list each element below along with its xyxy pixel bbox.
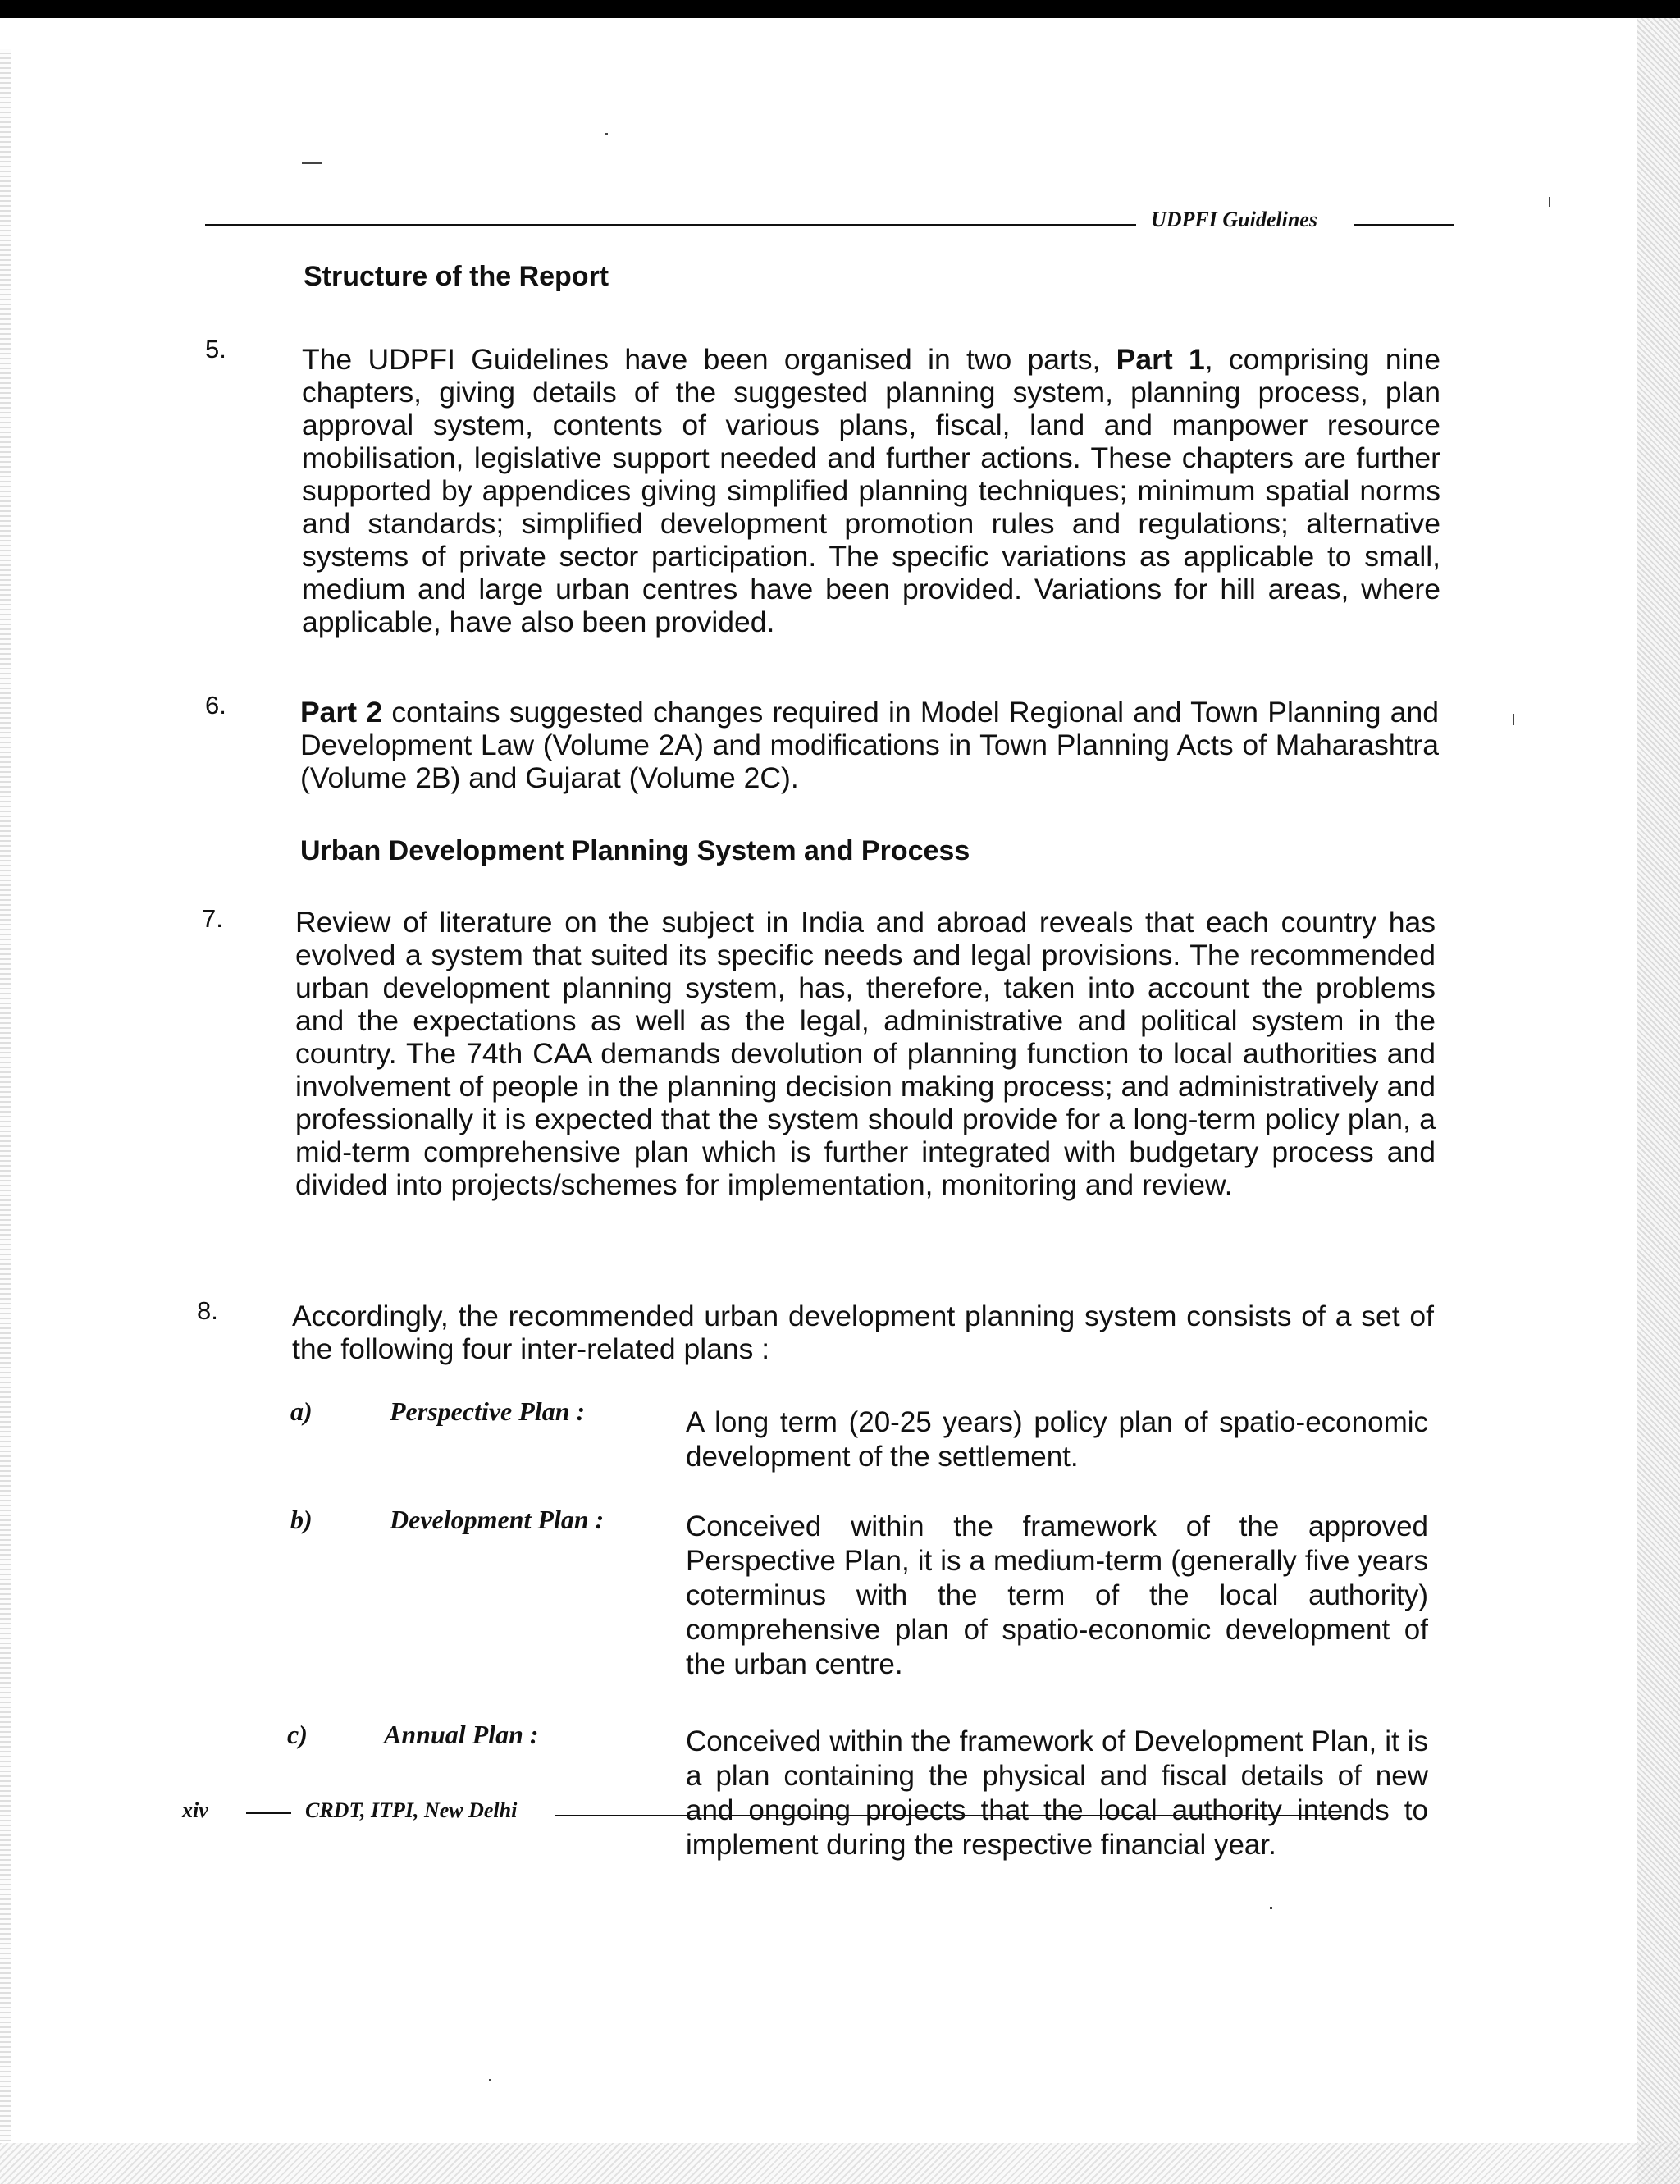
plan-b-description: Conceived within the framework of the approved Perspective Plan, it is a medium-term (generally five years coterminus with the term of the local authority) comprehensive plan of spatio-economic development of the urban centre.: [686, 1510, 1428, 1680]
plan-c-letter: c): [287, 1720, 308, 1749]
footer-page-number: xiv: [182, 1798, 208, 1822]
paragraph-6-text: contains suggested changes required in Model Regional and Town Planning and Development Law (Volume 2A) and modifications in Town Planning Acts of Maharashtra (Volume 2B) and Gujarat (Volume 2C).: [300, 696, 1439, 794]
paragraph-number-6: 6.: [205, 691, 226, 720]
footer-dash: [246, 1812, 291, 1814]
plan-a-letter: a): [290, 1396, 313, 1426]
running-header-title: UDPFI Guidelines: [1151, 208, 1317, 231]
plan-a-description: A long term (20-25 years) policy plan of spatio-economic development of the settlement.: [686, 1406, 1428, 1473]
paragraph-5: [302, 343, 1440, 638]
scan-speck: [1270, 1907, 1272, 1909]
footer-rule: [555, 1815, 1347, 1816]
scan-bottom-edge: [0, 2143, 1680, 2184]
scan-speck: [489, 2079, 491, 2081]
scan-speck: [605, 133, 608, 135]
scan-left-edge: [0, 49, 11, 2141]
paragraph-5-text-before: The UDPFI Guidelines have been organised in two parts,: [302, 343, 1116, 376]
scan-speck: [1513, 714, 1514, 725]
paragraph-8: Accordingly, the recommended urban development planning system consists of a set of the following four inter-related plans :: [292, 1300, 1434, 1365]
paragraph-7: Review of literature on the subject in India and abroad reveals that each country has evolved a system that suited its specific needs and legal provisions. The recommended urban development planning system, has, therefore, taken into account the problems and the expectations as well as the legal, administrative and political system in the country. The 74th CAA demands devolution of planning function to local authorities and involvement of people in the planning decision making process; and administratively and professionally it is expected that the system should provide for a long-term policy plan, a mid-term comprehensive plan which is further integrated with budgetary process and divided into projects/schemes for implementation, monitoring and review.: [295, 906, 1436, 1201]
paragraph-number-5: 5.: [205, 335, 226, 363]
paragraph-6: [300, 696, 1439, 794]
scan-right-edge: [1637, 18, 1680, 2184]
plan-a-name: Perspective Plan :: [390, 1396, 586, 1426]
paragraph-6-bold: Part 2: [300, 696, 383, 729]
plan-b-letter: b): [290, 1505, 313, 1534]
paragraph-5-text-after: , comprising nine chapters, giving details of the suggested planning system, planning process, plan approval system, contents of various plans, fiscal, land and manpower resource mobilisation, legislative support needed and further actions. These chapters are further supported by appendices giving simplified planning techniques; minimum spatial norms and standards; simplified development promotion rules and regulations; alternative systems of private sector participation. The specific variations as applicable to small, medium and large urban centres have been provided. Variations for hill areas, where applicable, have also been provided.: [302, 343, 1440, 638]
header-rule-right: [1354, 224, 1454, 226]
plan-b-name: Development Plan :: [390, 1505, 605, 1534]
section-heading-structure: Structure of the Report: [304, 261, 609, 292]
paragraph-number-8: 8.: [197, 1296, 218, 1325]
plan-c-name: Annual Plan :: [384, 1720, 539, 1749]
scan-speck: [302, 162, 322, 164]
paragraph-number-7: 7.: [202, 904, 223, 933]
scan-top-border: [0, 0, 1680, 18]
paragraph-5-bold: Part 1: [1116, 343, 1205, 376]
plan-c-description: Conceived within the framework of Development Plan, it is a plan containing the physical and fiscal details of new and ongoing projects that the local authority intends to implement during the respective financial year.: [686, 1725, 1428, 1861]
footer-organization: CRDT, ITPI, New Delhi: [305, 1798, 518, 1822]
section-heading-urban-development: Urban Development Planning System and Process: [300, 835, 970, 866]
header-rule-left: [205, 224, 1136, 226]
scan-speck: [1549, 197, 1550, 207]
